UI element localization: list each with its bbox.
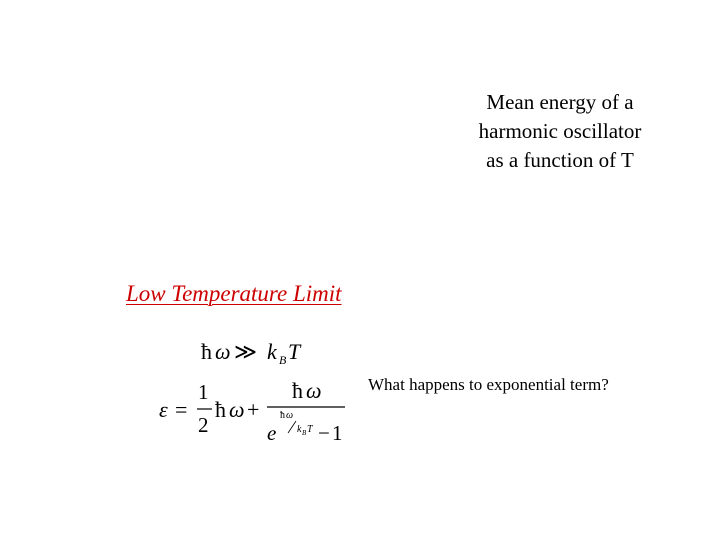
condition-T: T <box>288 339 301 364</box>
formula-omega: ω <box>229 397 245 422</box>
formula-svg <box>155 375 355 447</box>
low-temperature-condition <box>198 335 318 376</box>
caption-line-3: as a function of T <box>486 148 634 172</box>
section-heading: Low Temperature Limit <box>126 281 342 306</box>
condition-omega: ω <box>215 339 231 364</box>
condition-hbar: ħ <box>201 339 212 364</box>
formula-numerator-hbar: ħ <box>292 378 303 403</box>
formula-hbar: ħ <box>215 397 226 422</box>
formula-equals: = <box>175 397 188 422</box>
formula-half-numerator: 1 <box>198 380 209 404</box>
caption-line-2: harmonic oscillator <box>478 119 642 143</box>
mean-energy-formula <box>155 375 355 452</box>
exponent-k-subscript: B <box>302 429 307 437</box>
caption-line-1: Mean energy of a <box>486 90 634 114</box>
formula-numerator-omega: ω <box>306 378 322 403</box>
formula-one: 1 <box>332 421 343 445</box>
exponent-hbar: ħ <box>280 410 285 421</box>
condition-relation: ≫ <box>234 340 258 365</box>
exponent-k: k <box>297 424 302 435</box>
condition-k: k <box>267 339 277 364</box>
formula-e: e <box>267 421 277 445</box>
formula-epsilon: ε <box>159 397 168 422</box>
exponent-omega: ω <box>286 410 294 421</box>
condition-svg <box>198 335 318 371</box>
exponent-T: T <box>307 424 313 435</box>
condition-k-subscript: B <box>279 353 287 367</box>
caption <box>455 88 665 175</box>
formula-minus: − <box>318 421 330 445</box>
exponent-slash <box>288 421 296 433</box>
question-text: What happens to exponential term? <box>368 375 609 394</box>
formula-half-denominator: 2 <box>198 413 209 437</box>
formula-plus: + <box>247 397 260 422</box>
